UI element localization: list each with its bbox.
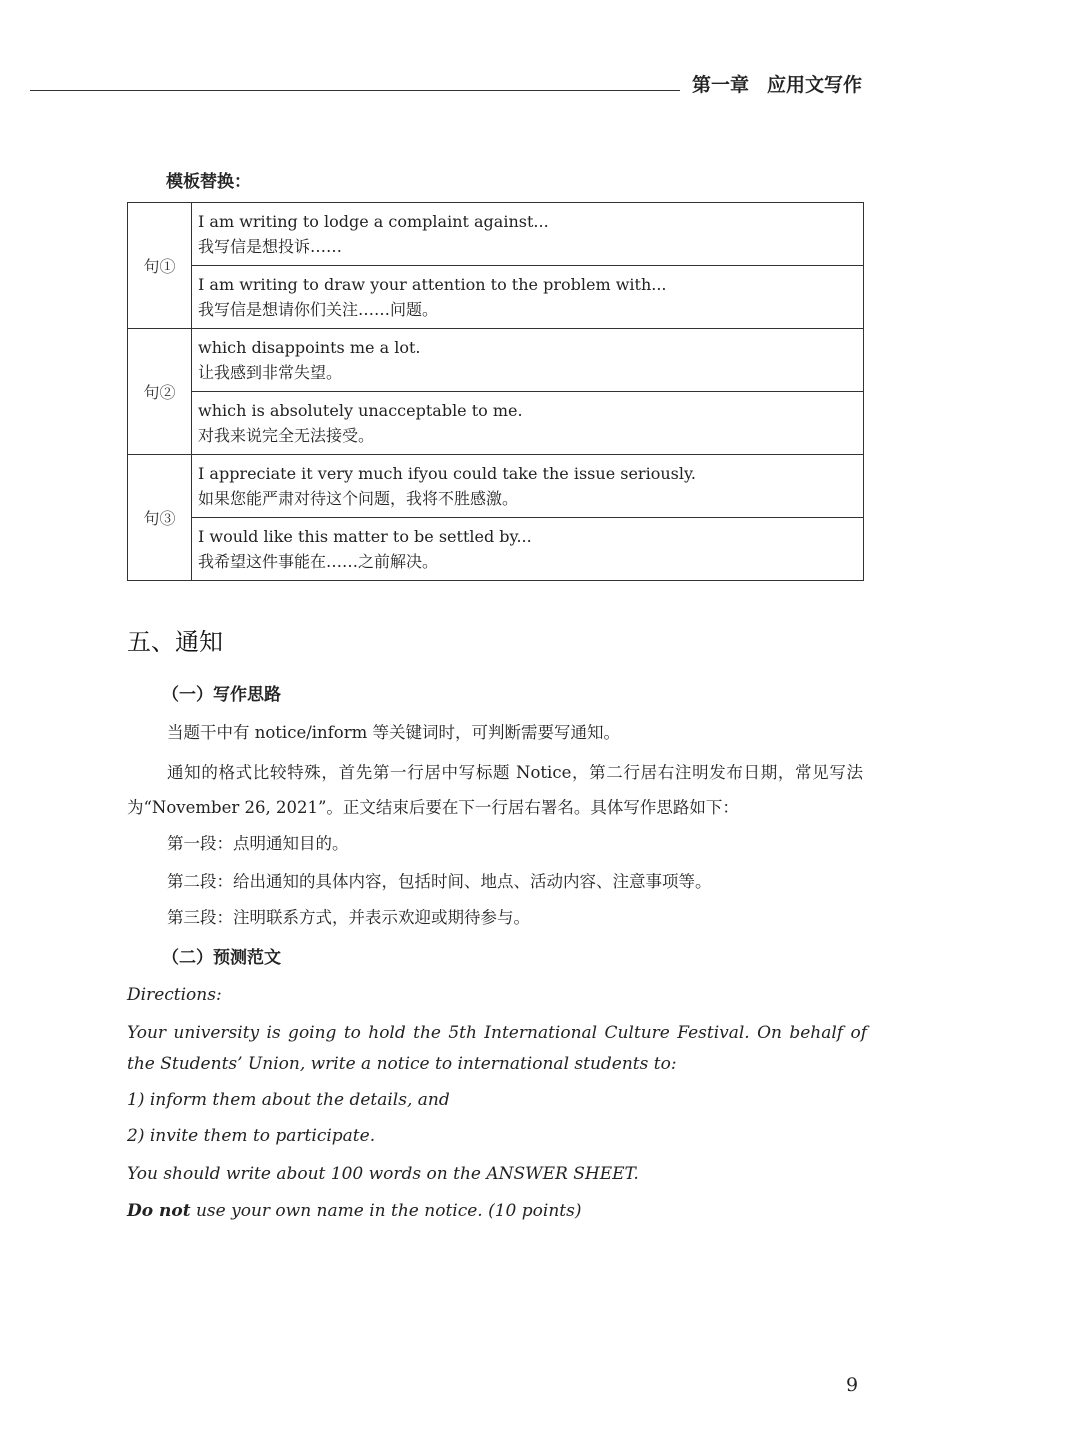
table-row xyxy=(128,518,864,581)
template-en: which is absolutely unacceptable to me. xyxy=(198,401,523,420)
template-table xyxy=(127,202,864,581)
template-en: I appreciate it very much ifyou could take the issue seriously. xyxy=(198,464,696,483)
directions-label: Directions: xyxy=(127,985,222,1005)
chapter-title: 应用文写作 xyxy=(767,74,863,96)
subsection-title: （二）预测范文 xyxy=(162,948,281,968)
template-zh: 对我来说完全无法接受。 xyxy=(198,426,375,445)
template-title: 模板替换： xyxy=(166,172,251,192)
table-row xyxy=(128,455,864,518)
paragraph: 当题干中有 notice/inform 等关键词时，可判断需要写通知。 xyxy=(167,723,621,742)
directions-task: Your university is going to hold the 5th International Culture Festival. On behalf of the Students’ Union, write a notice to international students to: xyxy=(127,1023,867,1074)
template-cell xyxy=(192,203,864,266)
template-zh: 如果您能严肃对待这个问题，我将不胜感激。 xyxy=(198,489,519,508)
paragraph: 第三段：注明联系方式，并表示欢迎或期待参与。 xyxy=(167,908,530,927)
header-rule xyxy=(30,90,680,91)
template-zh: 我写信是想投诉…… xyxy=(198,237,343,256)
directions-item: 1) inform them about the details, and xyxy=(127,1090,450,1110)
paragraph: 第一段：点明通知目的。 xyxy=(167,834,349,853)
group-label: 句③ xyxy=(128,455,192,581)
template-en: I would like this matter to be settled by... xyxy=(198,527,532,546)
directions-item: 2) invite them to participate. xyxy=(127,1126,376,1146)
chapter-number: 第一章 xyxy=(692,74,750,96)
directions-note-rest: use your own name in the notice. (10 points) xyxy=(190,1201,582,1221)
table-row xyxy=(128,266,864,329)
template-cell xyxy=(192,266,864,329)
table-row xyxy=(128,392,864,455)
paragraph: 第二段：给出通知的具体内容，包括时间、地点、活动内容、注意事项等。 xyxy=(167,872,712,891)
section-title: 五、通知 xyxy=(127,628,223,656)
subsection-title: （一）写作思路 xyxy=(162,685,281,705)
template-en: I am writing to draw your attention to the problem with... xyxy=(198,275,667,294)
template-en: I am writing to lodge a complaint against... xyxy=(198,212,549,231)
template-cell xyxy=(192,392,864,455)
template-zh: 我希望这件事能在……之前解决。 xyxy=(198,552,439,571)
template-zh: 让我感到非常失望。 xyxy=(198,363,343,382)
running-header xyxy=(692,70,862,97)
directions-word-count: You should write about 100 words on the ANSWER SHEET. xyxy=(127,1164,639,1184)
template-zh: 我写信是想请你们关注……问题。 xyxy=(198,300,439,319)
template-cell xyxy=(192,329,864,392)
group-label: 句① xyxy=(128,203,192,329)
directions-note xyxy=(127,1196,867,1227)
template-cell xyxy=(192,455,864,518)
paragraph: 通知的格式比较特殊，首先第一行居中写标题 Notice，第二行居右注明发布日期，常见写法为“November 26, 2021”。正文结束后要在下一行居右署名。具体写作思路如下： xyxy=(127,763,863,817)
group-label: 句② xyxy=(128,329,192,455)
page-number: 9 xyxy=(846,1374,859,1396)
directions-note-bold: Do not xyxy=(127,1201,191,1221)
table-row xyxy=(128,329,864,392)
template-en: which disappoints me a lot. xyxy=(198,338,421,357)
table-row xyxy=(128,203,864,266)
template-cell xyxy=(192,518,864,581)
